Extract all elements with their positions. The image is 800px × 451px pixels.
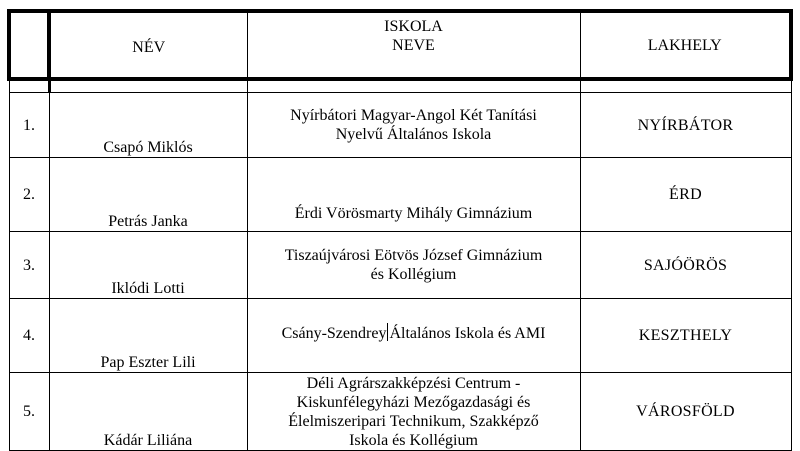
school-line: Nyelvű Általános Iskola <box>335 126 492 143</box>
row-number: 1. <box>9 93 49 158</box>
school-part: Csány-Szendrey <box>281 324 387 342</box>
school-name <box>247 232 580 299</box>
school-line: Nyírbátori Magyar-Angol Két Tanítási <box>290 107 537 124</box>
school-line: Kiskunfélegyházi Mezőgazdasági és <box>296 393 531 411</box>
residence: SAJÓÖRÖS <box>580 232 791 299</box>
spacer-cell <box>9 79 49 93</box>
school-line: Déli Agrárszakképzési Centrum - <box>306 374 521 392</box>
table-row <box>9 158 791 232</box>
residence: KESZTHELY <box>580 299 791 373</box>
table-row <box>9 232 791 299</box>
school-part: Általános Iskola és AMI <box>389 324 546 342</box>
header-number-cell <box>9 11 49 79</box>
row-number: 2. <box>9 158 49 232</box>
school-line: Tiszaújvárosi Eötvös József Gimnázium <box>284 247 543 264</box>
residence: NYÍRBÁTOR <box>580 93 791 158</box>
header-school-cell <box>247 11 580 79</box>
spacer-cell <box>580 79 791 93</box>
table-row <box>9 299 791 373</box>
spacer-cell <box>49 79 247 93</box>
school-line: Élelmiszeripari Technikum, Szakképző <box>288 412 539 430</box>
residence: ÉRD <box>580 158 791 232</box>
student-name: Pap Eszter Lili <box>49 299 247 373</box>
spacer-cell <box>247 79 580 93</box>
row-number: 4. <box>9 299 49 373</box>
school-name <box>247 93 580 158</box>
student-name: Kádár Liliána <box>49 373 247 451</box>
results-table <box>7 9 793 451</box>
spacer-row <box>9 79 791 93</box>
header-school-line2: NEVE <box>392 37 435 54</box>
school-name <box>247 158 580 232</box>
header-name-cell: NÉV <box>49 11 247 79</box>
row-number: 3. <box>9 232 49 299</box>
school-line: és Kollégium <box>370 266 457 283</box>
school-name <box>247 299 580 373</box>
student-name: Csapó Miklós <box>49 93 247 158</box>
student-name: Iklódi Lotti <box>49 232 247 299</box>
school-line: Iskola és Kollégium <box>349 431 478 449</box>
header-school-line1: ISKOLA <box>384 18 443 35</box>
table-row <box>9 93 791 158</box>
header-place-cell: LAKHELY <box>580 11 791 79</box>
school-name <box>247 373 580 451</box>
row-number: 5. <box>9 373 49 451</box>
school-line: Érdi Vörösmarty Mihály Gimnázium <box>294 205 533 222</box>
table-row <box>9 373 791 451</box>
residence: VÁROSFÖLD <box>580 373 791 451</box>
student-name: Petrás Janka <box>49 158 247 232</box>
header-row <box>9 11 791 79</box>
